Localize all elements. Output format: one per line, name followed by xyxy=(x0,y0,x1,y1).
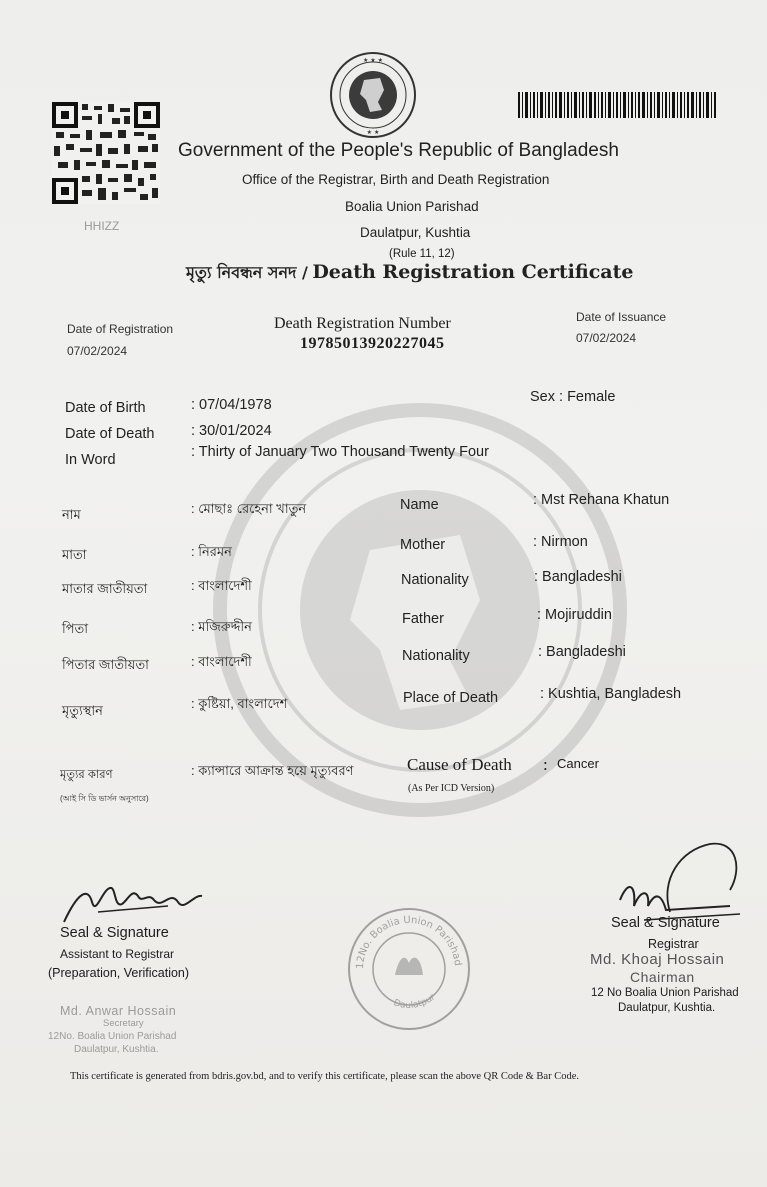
in-word-value: : Thirty of January Two Thousand Twenty Four xyxy=(191,444,489,460)
cause-bn-label: মৃত্যুর কারণ xyxy=(60,769,113,781)
place-of-death-en-value: : Kushtia, Bangladesh xyxy=(540,686,682,702)
place-of-death-en-label: Place of Death xyxy=(403,690,499,706)
right-role: Registrar xyxy=(648,937,699,951)
date-of-death-value: : 30/01/2024 xyxy=(191,423,272,439)
cause-bn-sub: (আই সি ডি ভার্সন অনুসারে) xyxy=(60,794,149,803)
father-nationality-en-value: : Bangladeshi xyxy=(538,644,626,660)
cause-en-label: Cause of Death xyxy=(407,755,512,774)
sex-field: Sex : Female xyxy=(530,389,616,405)
father-nationality-bn-label: পিতার জাতীয়তা xyxy=(62,657,149,672)
father-en-label: Father xyxy=(402,611,444,627)
mother-nationality-bn-label: মাতার জাতীয়তা xyxy=(62,581,148,596)
left-role: Assistant to Registrar xyxy=(60,947,175,961)
cause-en-value: Cancer xyxy=(557,756,599,771)
registrar-office: 12 No Boalia Union Parishad xyxy=(591,987,739,999)
date-of-death-label: Date of Death xyxy=(65,426,155,442)
registration-number-label: Death Registration Number xyxy=(274,315,451,332)
father-nationality-en-label: Nationality xyxy=(402,648,470,664)
union-parishad-stamp-icon xyxy=(345,905,473,1033)
footer-note: This certificate is generated from bdris.gov.bd, and to verify this certificate, please scan the above QR Code & Bar Code. xyxy=(70,1071,579,1082)
assistant-signature-icon xyxy=(58,882,208,930)
left-stamp-title: Secretary xyxy=(103,1018,144,1029)
place-of-death-bn-label: মৃত্যুস্থান xyxy=(62,703,103,718)
father-en-value: : Mojiruddin xyxy=(537,607,612,623)
svg-text:Daulatpur xyxy=(392,992,437,1011)
name-bn-value: : মোছাঃ রেহেনা খাতুন xyxy=(191,501,307,516)
government-seal-icon xyxy=(328,50,418,140)
cause-en-sub: (As Per ICD Version) xyxy=(408,783,495,794)
qr-code-caption: HHIZZ xyxy=(84,219,120,233)
registrar-location: Daulatpur, Kushtia. xyxy=(618,1002,716,1014)
in-word-label: In Word xyxy=(65,452,116,468)
certificate-title-bn: মৃত্যু নিবন্ধন সনদ / xyxy=(186,263,308,282)
office-heading: Office of the Registrar, Birth and Death Registration xyxy=(242,172,550,187)
certificate-title-en: Death Registration Certificate xyxy=(312,261,634,283)
name-bn-label: নাম xyxy=(62,507,81,522)
date-of-birth-label: Date of Birth xyxy=(65,400,146,416)
registration-number-value: 19785013920227045 xyxy=(300,335,445,352)
name-en-label: Name xyxy=(400,497,439,513)
father-bn-label: পিতা xyxy=(62,621,89,636)
qr-code-icon xyxy=(52,102,160,204)
mother-nationality-en-value: : Bangladeshi xyxy=(534,569,622,585)
mother-en-label: Mother xyxy=(400,537,446,553)
place-of-death-bn-value: : কুষ্টিয়া, বাংলাদেশ xyxy=(191,696,288,711)
parishad-heading: Boalia Union Parishad xyxy=(345,199,479,214)
left-role-sub: (Preparation, Verification) xyxy=(48,966,190,980)
barcode-icon xyxy=(518,92,716,118)
location-heading: Daulatpur, Kushtia xyxy=(360,225,471,240)
mother-bn-label: মাতা xyxy=(62,547,87,562)
registrar-title: Chairman xyxy=(630,969,695,985)
left-stamp-name: Md. Anwar Hossain xyxy=(60,1004,177,1018)
stamp-top-text: 12No. Boalia Union Parishad xyxy=(354,914,463,970)
name-en-value: : Mst Rehana Khatun xyxy=(533,492,670,508)
cause-bn-value: : ক্যান্সারে আক্রান্ত হয়ে মৃত্যুবরণ xyxy=(191,763,354,778)
mother-nationality-en-label: Nationality xyxy=(401,572,469,588)
mother-en-value: : Nirmon xyxy=(533,534,588,550)
left-stamp-office: 12No. Boalia Union Parishad xyxy=(48,1031,177,1042)
stamp-bottom-text: Daulatpur xyxy=(392,992,438,1011)
mother-nationality-bn-value: : বাংলাদেশী xyxy=(191,578,252,593)
right-seal-signature: Seal & Signature xyxy=(611,915,720,931)
svg-text:★ ★ ★: ★ ★ ★ xyxy=(363,57,383,64)
registrar-name: Md. Khoaj Hossain xyxy=(590,951,725,968)
date-of-registration-value: 07/02/2024 xyxy=(67,344,128,358)
date-of-issuance-value: 07/02/2024 xyxy=(576,331,637,345)
date-of-birth-value: : 07/04/1978 xyxy=(191,397,272,413)
certificate-title xyxy=(186,260,633,287)
mother-bn-value: : নিরমন xyxy=(191,544,232,559)
date-of-registration-label: Date of Registration xyxy=(67,322,174,336)
left-seal-signature: Seal & Signature xyxy=(60,925,169,941)
svg-text:★ ★: ★ ★ xyxy=(366,129,380,136)
father-bn-value: : মজিরুদ্দীন xyxy=(191,619,252,634)
father-nationality-bn-value: : বাংলাদেশী xyxy=(191,654,252,669)
left-stamp-location: Daulatpur, Kushtia. xyxy=(74,1044,159,1055)
date-of-issuance-label: Date of Issuance xyxy=(576,310,667,324)
cause-en-colon: : xyxy=(543,755,548,774)
government-heading: Government of the People's Republic of Bangladesh xyxy=(178,140,619,161)
rule-text: (Rule 11, 12) xyxy=(389,248,455,260)
